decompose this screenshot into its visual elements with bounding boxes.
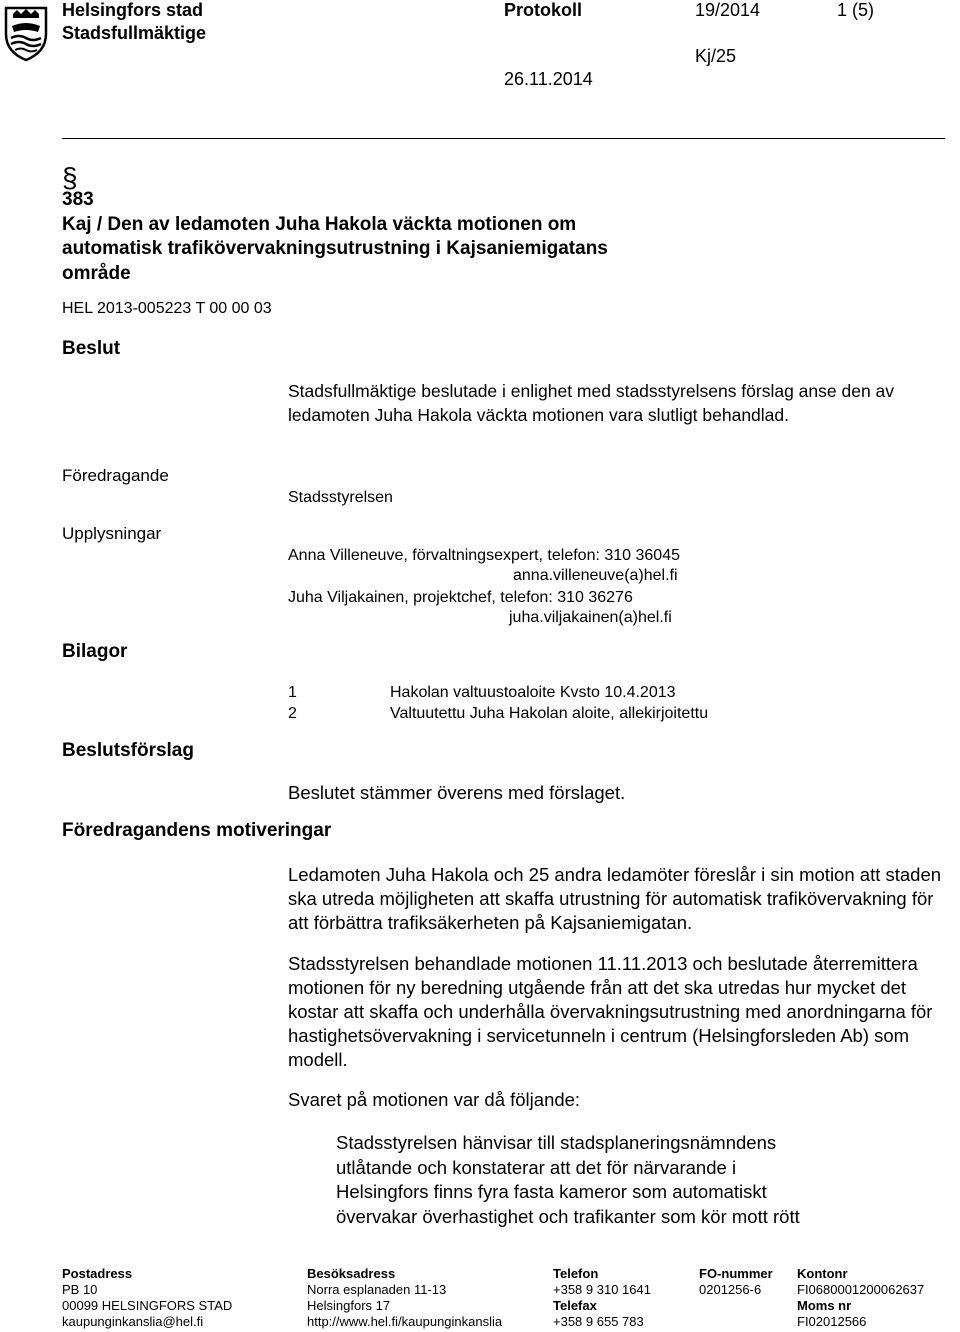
item-title-line: område <box>62 262 131 284</box>
footer-label: FO-nummer <box>699 1266 773 1281</box>
label-beslut: Beslut <box>62 338 121 359</box>
footer-value: +358 9 655 783 <box>553 1314 644 1329</box>
footer-label: Besöksadress <box>307 1266 396 1281</box>
foredragande-text: Stadsstyrelsen <box>288 489 393 506</box>
footer-value: PB 10 <box>62 1282 98 1297</box>
doc-code: Kj/25 <box>695 46 737 66</box>
label-motiveringar: Föredragandens motiveringar <box>62 820 332 841</box>
doc-number: 19/2014 <box>695 0 761 20</box>
motivering-paragraph: Svaret på motionen var då följande: <box>288 1089 581 1110</box>
beslutsforslag-text: Beslutet stämmer överens med förslaget. <box>288 782 626 803</box>
org-name: Helsingfors stad <box>62 0 204 20</box>
footer-value: Helsingfors 17 <box>307 1298 391 1313</box>
footer-telefon <box>553 1266 651 1330</box>
header-rule <box>62 138 945 139</box>
motivering-paragraph: Stadsstyrelsen behandlade motionen 11.11.2013 och beslutade återremittera motionen för ny beredning utgående från att det ska utredas hur mycket det kostar att skaffa och underhålla övervakningsutrustning med anordningarna för hastighetsövervakning i servicetunneln i centrum (Helsingforsleden Ab) som modell. <box>288 953 933 1070</box>
item-title-line: Kaj / Den av ledamoten Juha Hakola väckta motionen om <box>62 213 577 235</box>
attachment-title[interactable]: Valtuutettu Juha Hakolan aloite, allekirjoitettu <box>390 705 709 722</box>
footer-label: Postadress <box>62 1266 133 1281</box>
label-beslutsforslag: Beslutsförslag <box>62 740 194 761</box>
footer-label: Kontonr <box>797 1266 848 1281</box>
attachment-title[interactable]: Hakolan valtuustoaloite Kvsto 10.4.2013 <box>390 684 676 701</box>
contact-line: Juha Viljakainen, projektchef, telefon: 310 36276 <box>288 589 633 606</box>
city-crest-logo <box>3 4 49 62</box>
label-upplysningar: Upplysningar <box>62 524 162 543</box>
item-title-line: automatisk trafikövervakningsutrustning i Kajsaniemigatans <box>62 238 608 259</box>
quoted-answer: Stadsstyrelsen hänvisar till stadsplaneringsnämndens utlåtande och konstaterar att det för närvarande i Helsingfors finns fyra fasta kameror som automatiskt övervakar överhastighet och trafikanter som kör mott rött <box>336 1132 800 1227</box>
attachment-number: 2 <box>288 705 297 722</box>
label-bilagor: Bilagor <box>62 641 128 662</box>
footer-email[interactable]: kaupunginkanslia@hel.fi <box>62 1314 204 1329</box>
doc-type: Protokoll <box>504 0 583 20</box>
footer-value: +358 9 310 1641 <box>553 1282 651 1297</box>
page-number: 1 (5) <box>837 0 875 20</box>
footer-postadress <box>62 1266 232 1330</box>
footer-value: FI02012566 <box>797 1314 867 1329</box>
footer-besoksadress <box>307 1266 502 1330</box>
footer-fo-nummer <box>699 1266 773 1298</box>
body-name: Stadsfullmäktige <box>62 23 207 43</box>
section-mark: § <box>62 162 78 193</box>
footer-label: Moms nr <box>797 1298 852 1313</box>
contact-email[interactable]: anna.villeneuve(a)hel.fi <box>513 567 678 584</box>
beslut-text: Stadsfullmäktige beslutade i enlighet med stadsstyrelsens förslag anse den av ledamoten Juha Hakola väckta motionen vara slutligt behandlad. <box>288 381 895 425</box>
motivering-paragraph: Ledamoten Juha Hakola och 25 andra ledamöter föreslår i sin motion att staden ska utreda möjligheten att skaffa utrustning för automatisk trafikövervakning för att förbättra trafiksäkerheten på Kajsaniemigatan. <box>288 864 942 933</box>
footer-link[interactable]: http://www.hel.fi/kaupunginkanslia <box>307 1314 503 1329</box>
item-title-block <box>62 188 608 286</box>
footer-value: 00099 HELSINGFORS STAD <box>62 1298 233 1313</box>
reference-number: HEL 2013-005223 T 00 00 03 <box>62 300 272 317</box>
item-number: 383 <box>62 189 94 210</box>
contact-line: Anna Villeneuve, förvaltningsexpert, telefon: 310 36045 <box>288 547 680 564</box>
contact-email[interactable]: juha.viljakainen(a)hel.fi <box>509 609 672 626</box>
label-foredragande: Föredragande <box>62 466 169 485</box>
footer-value: 0201256-6 <box>699 1282 762 1297</box>
footer-label: Telefon <box>553 1266 599 1281</box>
attachment-number: 1 <box>288 684 297 701</box>
footer-value: Norra esplanaden 11-13 <box>307 1282 447 1297</box>
footer-kontonr <box>797 1266 924 1330</box>
footer-label: Telefax <box>553 1298 597 1313</box>
footer-value: FI0680001200062637 <box>797 1282 925 1297</box>
doc-date: 26.11.2014 <box>504 69 593 89</box>
